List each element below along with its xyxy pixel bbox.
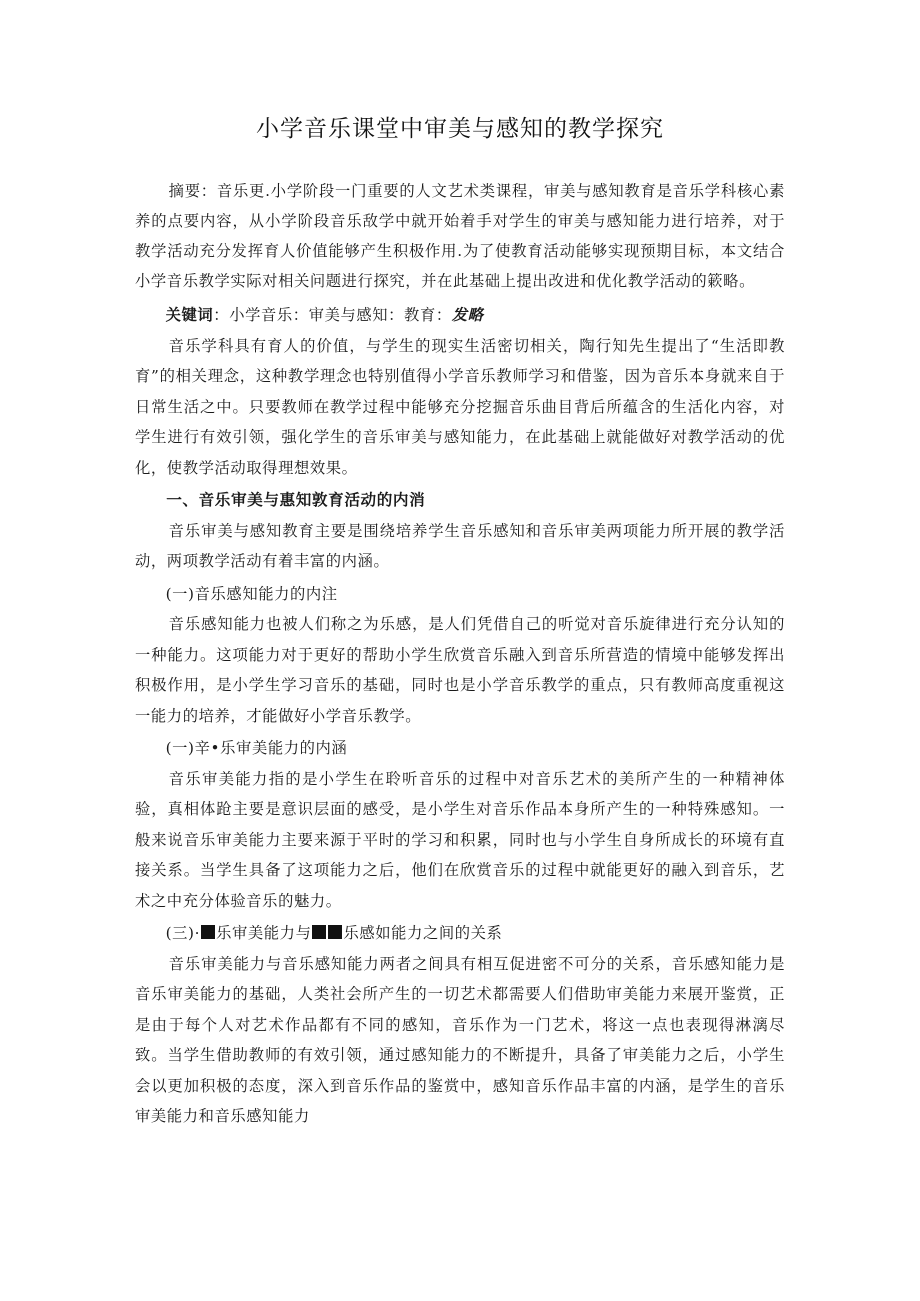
abstract-paragraph: 摘要：音乐更.小学阶段一门重要的人文艺术类课程，审美与感知教育是音乐学科核心素养的点要内容，从小学阶段音乐敌学中就开始着手对学生的审美与感知能力进行培养，对于教学活动充分发挥育人价值能够产生积极作用.为了使教育活动能够实现预期目标，本文结合小学音乐教学实际对相关问题进行探究，并在此基础上提出改进和优化教学活动的簌略。 <box>135 182 785 290</box>
subsection-3-prefix: (三)· <box>165 924 201 942</box>
subsection-1-paragraph: 音乐感知能力也被人们称之为乐感，是人们凭借自己的听觉对音乐旋律进行充分认知的一种能力。这项能力对于更好的帮助小学生欣赏音乐融入到音乐所营造的情境中能够发挥出积极作用，是小学生学习音乐的基础，同时也是小学音乐教学的重点，只有教师高度重视这一能力的培养，才能做好小学音乐教学。 <box>135 615 785 725</box>
document-body <box>135 176 785 1132</box>
keywords-label: 关键词 <box>165 306 214 324</box>
subsection-3-mid: 乐审美能力与 <box>216 924 312 942</box>
subsection-3-paragraph: 音乐审美能力与音乐感知能力两者之间具有相互促进密不可分的关系，音乐感知能力是音乐审美能力的基础，人类社会所产生的一切艺术都需要人们借助审美能力来展开鉴赏，正是由于每个人对艺术作品都有不同的感知，音乐作为一门艺术，将这一点也表现得淋漓尽致。当学生借助教师的有效引领，通过感知能力的不断提升，具备了审美能力之后，小学生会以更加积极的态度，深入到音乐作品的鉴赏中，感知音乐作品丰富的内涵，是学生的音乐审美能力和音乐感知能力 <box>135 954 785 1125</box>
subsection-heading-3 <box>135 918 785 949</box>
subsection-2-paragraph: 音乐审美能力指的是小学生在聆听音乐的过程中对音乐艺术的美所产生的一种精神体验，真相体跄主要是意识层面的感受，是小学生对音乐作品本身所产生的一种特殊感知。一般来说音乐审美能力主要来源于平时的学习和积累，同时也与小学生自身所成长的环境有直接关系。当学生具备了这项能力之后，他们在欣赏音乐的过程中就能更好的融入到音乐，艺术之中充分体验音乐的魅力。 <box>135 769 785 910</box>
keywords-text: ：小学音乐：审美与感知：教育： <box>213 306 452 324</box>
section-heading-1: 一、音乐审美与惠知敦育活动的内消 <box>166 491 426 509</box>
subsection-heading-2: (一)辛•乐审美能力的内涵 <box>165 739 348 757</box>
redacted-glyph-block <box>328 925 342 939</box>
section-1-paragraph: 音乐审美与感知教育主要是围绕培养学生音乐感知和音乐审美两项能力所开展的教学活动，两项教学活动有着丰富的内涵。 <box>135 521 785 570</box>
redacted-glyph-block <box>201 925 215 939</box>
subsection-heading-1: (一)音乐感知能力的内注 <box>165 584 338 603</box>
keywords-line <box>135 300 785 331</box>
subsection-3-end: 乐感如能力之间的关系 <box>343 924 503 942</box>
document-title: 小学音乐课堂中审美与感知的教学探究 <box>256 116 664 142</box>
redacted-glyph-block <box>312 925 326 939</box>
intro-paragraph: 音乐学科具有育人的价值，与学生的现实生活密切相关，陶行知先生提出了“生活即教育”的相关理念，这种教学理念也特别值得小学音乐教师学习和借鉴，因为音乐本身就来自于日常生活之中。只要教师在教学过程中能够充分挖掘音乐曲目背后所蕴含的生活化内容，对学生进行有效引领，强化学生的音乐审美与感知能力，在此基础上就能做好对教学活动的优化，使教学活动取得理想效果。 <box>135 336 785 477</box>
keywords-last: 发略 <box>451 306 484 324</box>
